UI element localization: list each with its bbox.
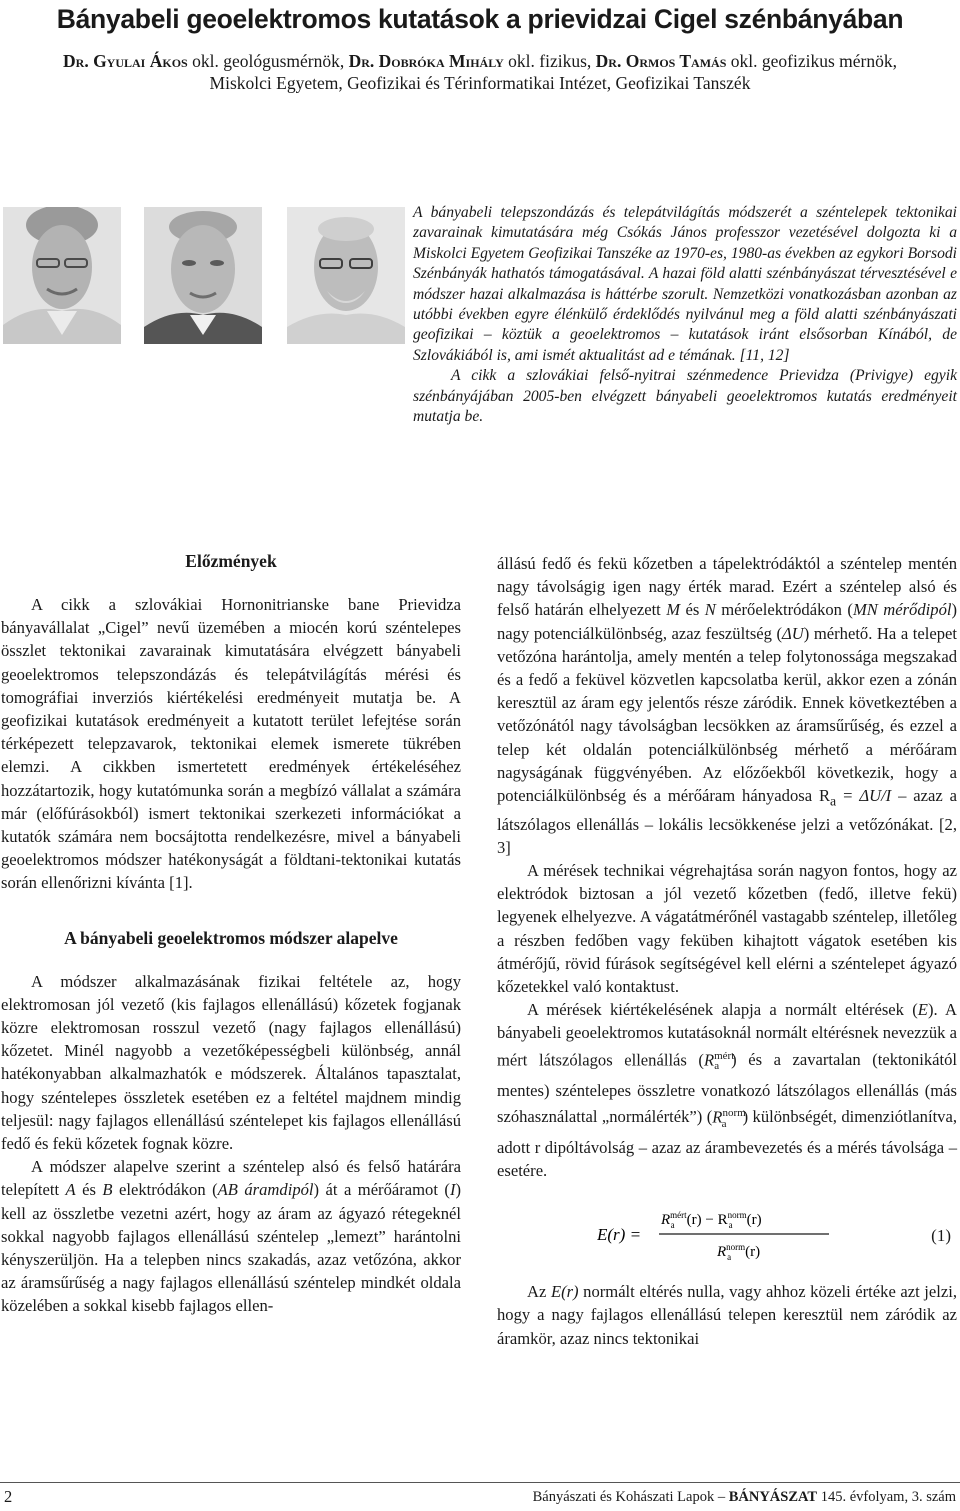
text-run: elektródákon ( — [112, 1180, 218, 1200]
symbol: R — [712, 1107, 723, 1127]
author-role-2: okl. fizikus, — [503, 51, 596, 71]
text-run: ). A bányabeli geoelektromos kutatásoknál normált eltérésnek nevezzük a mért látszólagos ellenállás ( — [497, 1000, 957, 1070]
symbol: A — [65, 1180, 76, 1200]
symbol: E(r) — [550, 1282, 579, 1302]
paragraph: A cikk a szlovákiai Hornonitrianske bane Prievidza bányavállalat „Cigel” nevű üzemében a miocén korú széntelepes összlet tektonikai zavarainak kimutatására elvégzett bányabeli geoelektromos telepszondázás és telepátvilágítás mérési és tomográfiai inverziós kiértékelési eredményeit mutatja be. A geofizikai kutatások eredményeit a kutatott terület lefejtése során térképezett telepzavarok, tektonikai elemek ismerete tükrében elemzi. A cikkben ismertetett eredmények értékeléséhez hozzátartozik, hogy kutatómunka során a megbízó vállalat a számára már (előfúrásokból) ismert tektonikai szerkezeti információkat a kutatók számára nem bocsájtotta rendelkezésre, mivel a bányabeli geoelektromos módszer hatékonyságát a földtani-tektonikai kutatás során ellenőrizni kívánta [1]. — [1, 595, 461, 893]
text-run: ) át a mérőáramot ( — [313, 1180, 450, 1200]
journal-name: Bányászati és Kohászati Lapok – — [532, 1489, 729, 1505]
journal-section: BÁNYÁSZAT — [728, 1489, 818, 1505]
abstract — [413, 203, 957, 427]
eq-numerator — [660, 1210, 762, 1230]
term: MN mérődipól — [852, 600, 952, 620]
subscript: a — [714, 1060, 720, 1073]
portrait-image — [287, 207, 405, 344]
author-photo-2 — [144, 207, 262, 344]
paragraph: A módszer alkalmazásának fizikai feltétele az, hogy elektromosan jól vezető (kis fajlagos ellenállású) kőzetek fogjanak közre elektromosan rosszul vezető (nagy fajlagos ellenállású) kőzetet. Minél nagyobb a vezetőképességbeli különbség, annál hatékonyabban alkalmazhatók e módszerek. Általános tapasztalat, hogy széntelepes összletek esetében ez a feltétel majdnem mindig teljesül: nagy fajlagos ellenállású széntelepet kis fajlagos ellenállású fedő és fekü kőzetek fognak közre. — [1, 971, 461, 1154]
symbol: B — [102, 1180, 113, 1200]
eq-denominator — [716, 1242, 760, 1262]
author-name-2: Dr. Dobróka Mihály — [348, 51, 504, 71]
paragraph: A mérések technikai végrehajtása során nagyon fontos, hogy az elektródok biztosan a jól vezető kőzetben (fedő, illetve fekü) legyenek elhelyezve. A vágatátmérőnél vastagabb széntelep, illetőleg a részben fedőben vagy feküben kihajtott vágatok esetében kis átmérőjű, rövid fúrások segítségével kell elérni a széntelepet ágyazó kőzetekkel való kontaktust. — [497, 860, 957, 996]
symbol: M — [666, 600, 681, 620]
text-run: ) nagy potenciálkülönbség, azaz feszültség ( — [497, 600, 958, 643]
author-role-1: okl. geológusmérnök, — [187, 51, 349, 71]
eq-text: (r) — [746, 1212, 762, 1229]
section-heading-alapelv: A bányabeli geoelektromos módszer alapelve — [64, 927, 398, 948]
author-role-3: okl. geofizikus mérnök, — [726, 51, 897, 71]
author-name-3: Dr. Ormos Tamás — [595, 51, 727, 71]
text-run: = — [836, 786, 860, 806]
text-run: állású fedő és fekü kőzetben a tápelektródáktól a széntelep mentén nagy távolságig igen nagy érték marad. Ezért a széntelep alsó és felső határán elhelyezett — [497, 554, 957, 620]
page-number: 2 — [4, 1487, 13, 1506]
eq-sup: norm — [727, 1210, 747, 1221]
eq-symbol: R — [661, 1212, 671, 1229]
text-run: és — [75, 1180, 103, 1200]
text-run: ) kell az összletbe vezetni azért, hogy az áram az ágyazó rétegeknél sokkal nagyobb fajlagos ellenállású széntelep „lemezt” harántolni kényszerüljön. Ha a telepben nincs szakadás, azaz vetőzóna, akkor az áramsűrűség a nagy fajlagos ellenállású széntelep mindkét oldala közelében a sokkal kisebb fajlagos ellen- — [1, 1180, 462, 1316]
journal-footer — [533, 1489, 956, 1506]
eq-sub: a — [727, 1252, 732, 1263]
section-heading-elozmenyek: Előzmények — [185, 551, 277, 571]
eq-sup: norm — [726, 1242, 746, 1253]
eq-sub: a — [670, 1220, 675, 1231]
text-run: ) és a zavartalan (tektonikától mentes) széntelepes összletre vonatkozó látszólagos ellenállás (más szóhasználattal „normálérték”) ( — [497, 1050, 957, 1127]
superscript: mért — [714, 1049, 735, 1062]
author-line — [0, 50, 960, 94]
symbol: ΔU/I — [859, 786, 892, 806]
author-photo-1 — [3, 207, 121, 344]
text-run: A módszer alapelve szerint a széntelep alsó és felső határára telepített — [1, 1157, 461, 1200]
paragraph — [497, 1280, 957, 1350]
right-column — [497, 552, 957, 1350]
text-run: normált eltérés nulla, vagy ahhoz közeli értéke azt jelzi, hogy a nagy fajlagos ellenállású telepen keresztül nem záródik az áramkör, azaz nincs tektonikai — [497, 1282, 958, 1348]
text-run: ) különbségét, dimenziótlanítva, adott r dipóltávolság – azaz az árambevezetés és a mérés távolsága – esetére. — [497, 1107, 957, 1181]
eq-sup: mért — [670, 1210, 687, 1221]
symbol: R — [703, 1050, 715, 1070]
symbol: N — [704, 600, 716, 620]
abstract-paragraph-2: A cikk a szlovákiai felső-nyitrai szénmedence Prievidza (Privigye) egyik szénbányájában 2005-ben elvégzett bányabeli geoelektromos kutatás eredményeit mutatja be. — [413, 367, 957, 426]
term: AB áramdipól — [217, 1180, 314, 1200]
equation-graphic — [597, 1202, 837, 1266]
abstract-paragraph-1: A bányabeli telepszondázás és telepátvilágítás módszerét a széntelepek tektonikai zavarainak kimutatására még Csókás János professzor vezetésével dolgozta ki a Miskolci Egyetem Geofizikai Tanszéke az 1970-es, 1980-as években az egykori Borsodi Szénbányák hathatós támogatásával. A hazai föld alatti szénbányászat térvesztésével e módszer hazai alkalmazása is háttérbe szorult. Nemzetközi vonatkozásban azonban az utóbbi években egyre élénkülő érdeklődés nyilvánul meg a föld alatti szénbányászati geofizikai – köztük a geoelektromos – kutatások iránt elsősorban Kínából, de Szlovákiából is, ami ismét aktualitást ad e témának. [11, 12] — [413, 204, 957, 364]
equation-number: (1) — [931, 1226, 951, 1246]
portrait-image — [144, 207, 262, 344]
text-run: és — [680, 600, 705, 620]
symbol: E — [917, 1000, 928, 1020]
portrait-image — [3, 207, 121, 344]
symbol: I — [449, 1180, 456, 1200]
journal-issue: 145. évfolyam, 3. szám — [817, 1489, 956, 1505]
author-photo-3 — [287, 207, 405, 344]
symbol: ΔU — [782, 623, 804, 643]
left-column — [1, 550, 461, 1318]
footer-divider — [0, 1482, 960, 1483]
paragraph — [497, 552, 957, 859]
equation-1 — [497, 1202, 957, 1266]
eq-sub: a — [728, 1220, 733, 1231]
subscript: a — [721, 1117, 727, 1130]
text-run: – azaz a látszólagos ellenállás – lokális lecsökkenése jelzi a vetőzónákat. [2, 3] — [497, 786, 958, 857]
affiliation: Miskolci Egyetem, Geofizikai és Térinformatikai Intézet, Geofizikai Tanszék — [209, 73, 751, 93]
text-run: A mérések kiértékelésének alapja a normált eltérések ( — [527, 1000, 918, 1020]
text-run: ) mérhető. Ha a telepet vetőzóna harántolja, amely mentén a telep folytonossága megszakad és a fedő a feküvel közvetlen kapcsolatba kerül, akkor ezen a zónán keresztül az áram egy jelentős része záródik. Ennek következtében a vetőzónától nagy távolságban lecsökken az áramsűrűség, és ezzel a telep két oldalán potenciálkülönbség mérhető a mérőáram nagyságának függvényében. Az előzőekből következik, hogy a potenciálkülönbség és a mérőáram hányadosa R — [497, 623, 957, 806]
paragraph — [497, 998, 957, 1182]
author-name-1: Dr. Gyulai Ákos — [63, 51, 188, 71]
eq-lhs: E(r) = — [597, 1225, 642, 1245]
text-run: mérőelektródákon ( — [715, 600, 853, 620]
eq-text: (r) − R — [686, 1212, 728, 1229]
eq-symbol: R — [717, 1244, 727, 1261]
article-title: Bányabeli geoelektromos kutatások a prievidzai Cigel szénbányában — [56, 4, 904, 34]
eq-text: (r) — [745, 1244, 761, 1261]
subscript: a — [830, 793, 837, 809]
superscript: norm — [722, 1106, 746, 1119]
paragraph — [1, 1155, 461, 1317]
text-run: Az — [527, 1282, 551, 1302]
